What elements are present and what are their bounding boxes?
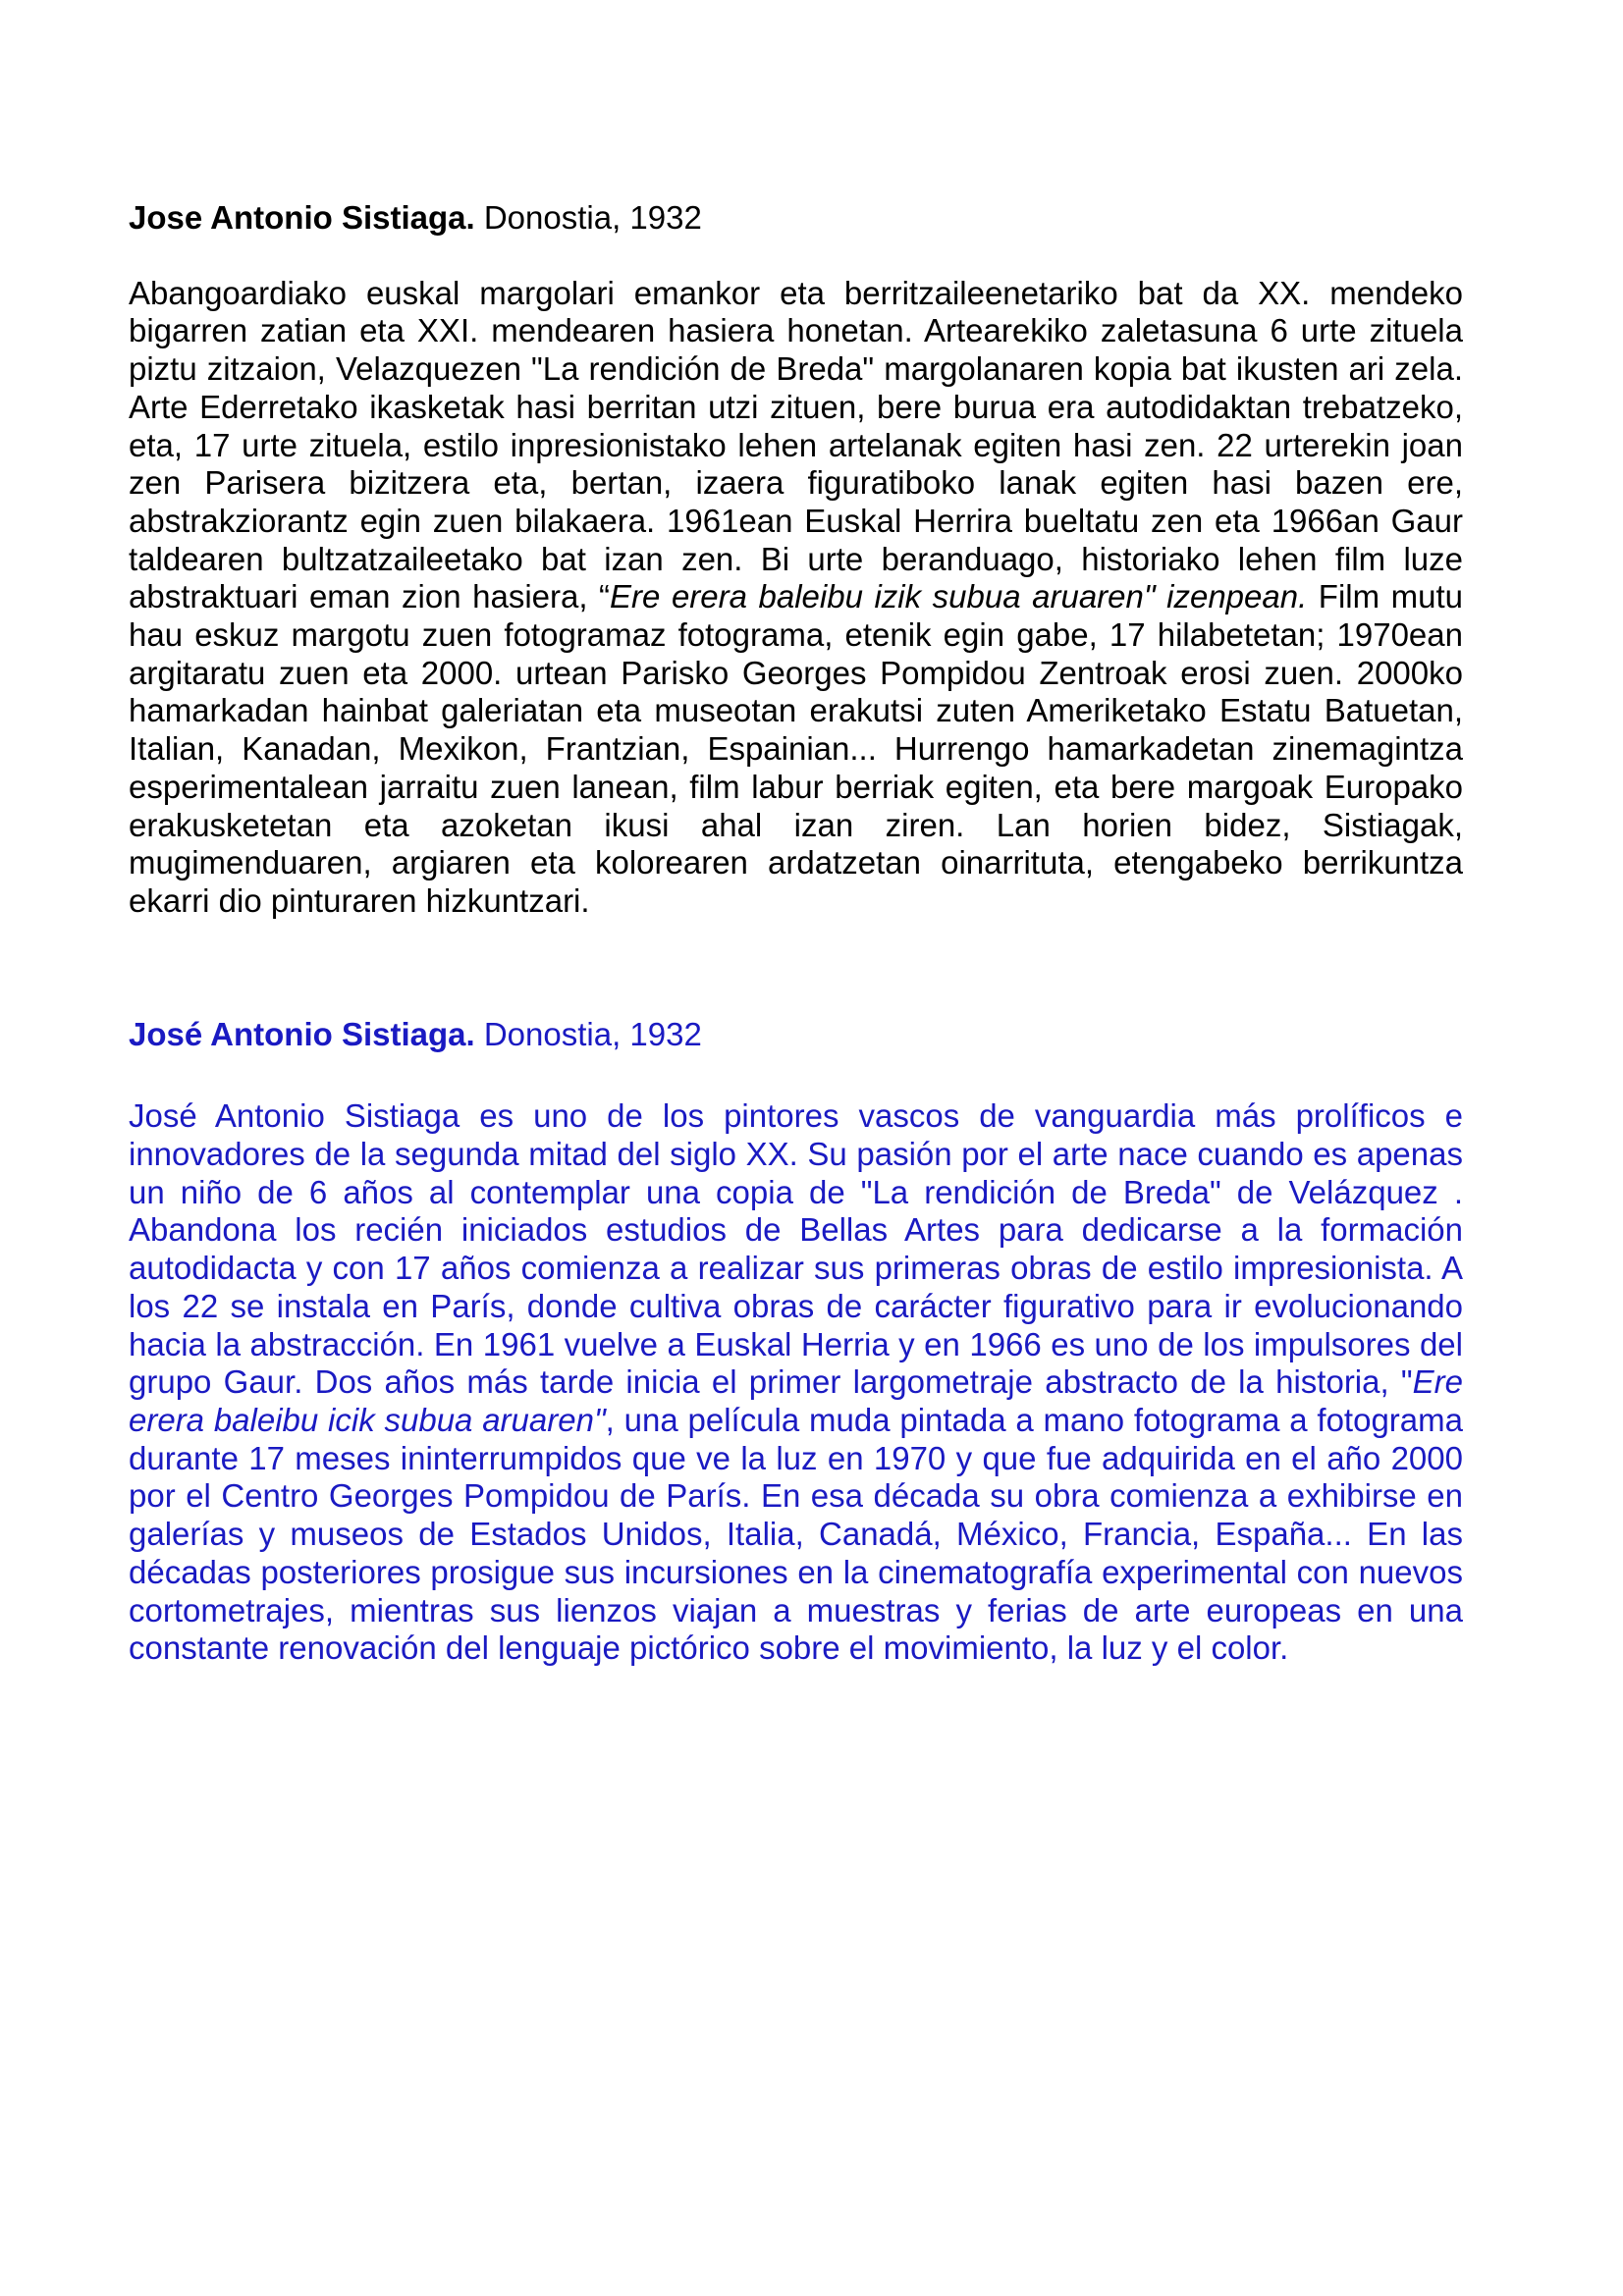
- film-title-italic: Ere erera baleibu izik subua aruaren" izenpean.: [610, 578, 1308, 615]
- spanish-heading: [129, 1016, 1463, 1054]
- film-title-italic: Ere erera baleibu icik subua aruaren": [129, 1363, 1463, 1438]
- basque-heading-subtitle: Donostia, 1932: [474, 199, 702, 236]
- paragraph-text-run: , una película muda pintada a mano fotograma a fotograma durante 17 meses ininterrumpidos que ve la luz en 1970 y que fue adquirida en el año 2000 por el Centro Georges Pompidou de París. En esa década su obra comienza a exhibirse en galerías y museos de Estados Unidos, Italia, Canadá, México, Francia, España... En las décadas posteriores prosigue sus incursiones en la cinematografía experimental con nuevos cortometrajes, mientras sus lienzos viajan a muestras y ferias de arte europeas en una constante renovación del lenguaje pictórico sobre el movimiento, la luz y el color.: [129, 1401, 1463, 1667]
- paragraph-text-run: Abangoardiako euskal margolari emankor eta berritzaileenetariko bat da XX. mendeko bigarren zatian eta XXI. mendearen hasiera honetan. Artearekiko zaletasuna 6 urte zituela piztu zitzaion, Velazquezen "La rendición de Breda" margolanaren kopia bat ikusten ari zela. Arte Ederretako ikasketak hasi berritan utzi zituen, bere burua era autodidaktan trebatzeko, eta, 17 urte zituela, estilo inpresionistako lehen artelanak egiten hasi zen. 22 urterekin joan zen Parisera bizitzera eta, bertan, izaera figuratiboko lanak egiten hasi bazen ere, abstrakziorantz egin zuen bilakaera. 1961ean Euskal Herrira bueltatu zen eta 1966an Gaur taldearen bultzatzaileetako bat izan zen. Bi urte beranduago, historiako lehen film luze abstraktuari eman zion hasiera, “: [129, 274, 1463, 615]
- basque-heading: [129, 199, 1463, 238]
- paragraph-text-run: José Antonio Sistiaga es uno de los pintores vascos de vanguardia más prolíficos e innovadores de la segunda mitad del siglo XX. Su pasión por el arte nace cuando es apenas un niño de 6 años al contemplar una copia de "La rendición de Breda" de Velázquez . Abandona los recién iniciados estudios de Bellas Artes para dedicarse a la formación autodidacta y con 17 años comienza a realizar sus primeras obras de estilo impresionista. A los 22 se instala en París, donde cultiva obras de carácter figurativo para ir evolucionando hacia la abstracción. En 1961 vuelve a Euskal Herria y en 1966 es uno de los impulsores del grupo Gaur. Dos años más tarde inicia el primer largometraje abstracto de la historia, ": [129, 1097, 1463, 1401]
- basque-biography-paragraph: [129, 275, 1463, 921]
- paragraph-text-run: Film mutu hau eskuz margotu zuen fotogramaz fotograma, etenik egin gabe, 17 hilabetetan; 1970ean argitaratu zuen eta 2000. urtean Parisko Georges Pompidou Zentroak erosi zuen. 2000ko hamarkadan hainbat galeriatan eta museotan erakutsi zuten Ameriketako Estatu Batuetan, Italian, Kanadan, Mexikon, Frantzian, Espainian... Hurrengo hamarkadetan zinemagintza esperimentalean jarraitu zuen lanean, film labur berriak egiten, eta bere margoak Europako erakusketetan eta azoketan ikusi ahal izan ziren. Lan horien bidez, Sistiagak, mugimenduaren, argiaren eta kolorearen ardatzetan oinarrituta, etengabeko berrikuntza ekarri dio pinturaren hizkuntzari.: [129, 578, 1464, 919]
- spanish-biography-paragraph: [129, 1097, 1463, 1668]
- spanish-heading-artist-name: José Antonio Sistiaga.: [129, 1015, 475, 1052]
- spanish-heading-subtitle: Donostia, 1932: [474, 1015, 702, 1052]
- basque-heading-artist-name: Jose Antonio Sistiaga.: [129, 199, 475, 236]
